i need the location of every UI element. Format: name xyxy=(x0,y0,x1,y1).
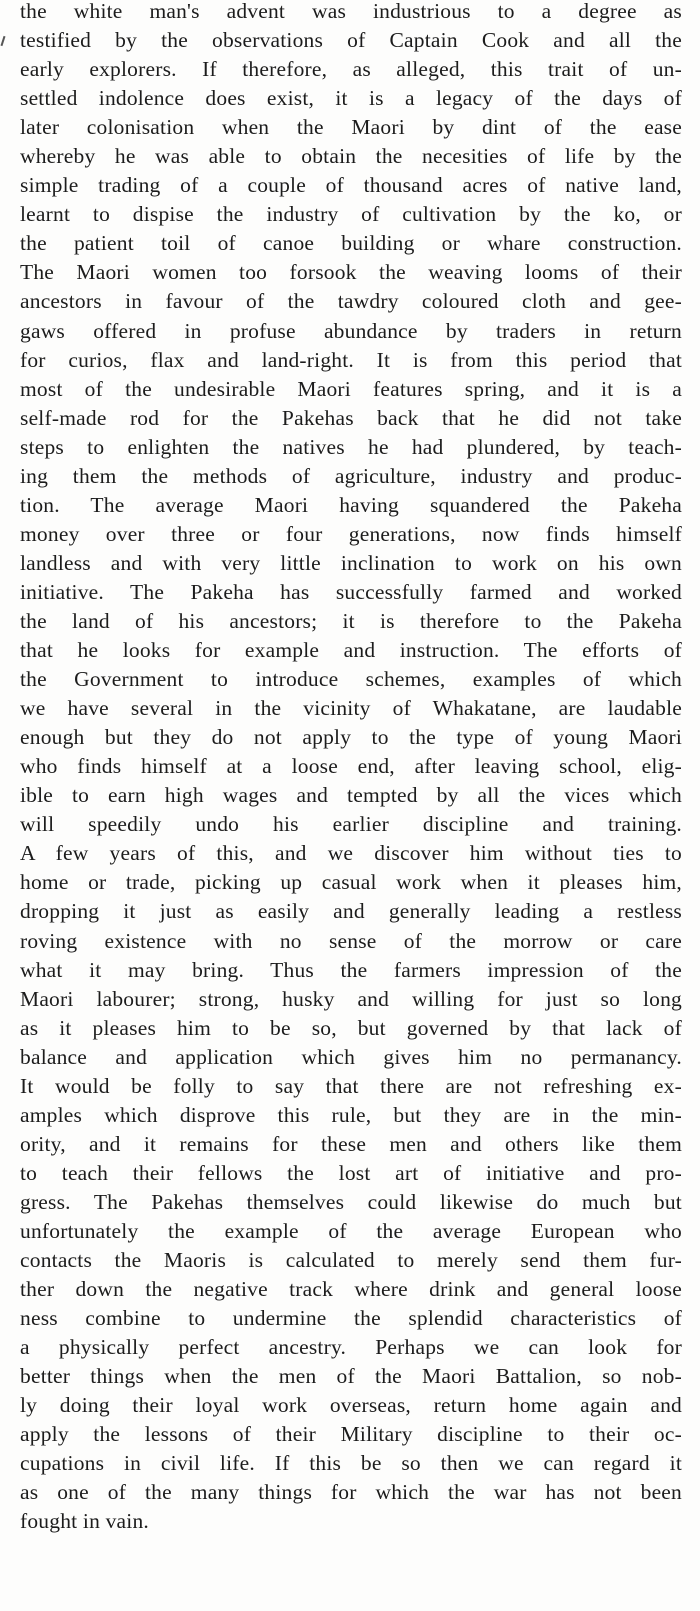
article-line: landless and with very little inclination to work on his own xyxy=(20,550,682,575)
article-line: later colonisation when the Maori by dint of the ease xyxy=(20,115,682,140)
article-line: cupations in civil life. If this be so then we can regard it xyxy=(20,1451,682,1476)
article-line: most of the undesirable Maori features spring, and it is a xyxy=(20,376,682,401)
article-line: gaws offered in profuse abundance by traders in return xyxy=(20,318,682,343)
article-line: home or trade, picking up casual work when it pleases him, xyxy=(20,870,682,895)
article-line: ness combine to undermine the splendid characteristics of xyxy=(20,1306,682,1331)
article-line: It would be folly to say that there are not refreshing ex- xyxy=(20,1073,682,1098)
article-line: what it may bring. Thus the farmers impression of the xyxy=(20,957,682,982)
article-line: unfortunately the example of the average European who xyxy=(20,1218,682,1243)
article-line: initiative. The Pakeha has successfully farmed and worked xyxy=(20,579,682,604)
article-line: a physically perfect ancestry. Perhaps we can look for xyxy=(20,1335,682,1360)
article-line: we have several in the vicinity of Whakatane, are laudable xyxy=(20,696,682,721)
article-line: testified by the observations of Captain Cook and all the xyxy=(20,28,682,53)
article-line: simple trading of a couple of thousand acres of native land, xyxy=(20,173,682,198)
article-line: balance and application which gives him no permanancy. xyxy=(20,1044,682,1069)
article-line: who finds himself at a loose end, after leaving school, elig- xyxy=(20,754,682,779)
article-line: to teach their fellows the lost art of initiative and pro- xyxy=(20,1160,682,1185)
article-line: the patient toil of canoe building or whare construction. xyxy=(20,231,682,256)
article-line: dropping it just as easily and generally leading a restless xyxy=(20,899,682,924)
article-line: apply the lessons of their Military discipline to their oc- xyxy=(20,1422,682,1447)
article-line: early explorers. If therefore, as alleged, this trait of un- xyxy=(20,57,682,82)
article-line: roving existence with no sense of the morrow or care xyxy=(20,928,682,953)
article-line: contacts the Maoris is calculated to merely send them fur- xyxy=(20,1248,682,1273)
article-line: settled indolence does exist, it is a legacy of the days of xyxy=(20,86,682,111)
article-line: self-made rod for the Pakehas back that he did not take xyxy=(20,405,682,430)
article-line: ther down the negative track where drink and general loose xyxy=(20,1277,682,1302)
article-line: that he looks for example and instruction. The efforts of xyxy=(20,638,682,663)
article-line: ancestors in favour of the tawdry coloured cloth and gee- xyxy=(20,289,682,314)
article-line: as it pleases him to be so, but governed by that lack of xyxy=(20,1015,682,1040)
article-line: the white man's advent was industrious to a degree as xyxy=(20,0,682,23)
article-line: the land of his ancestors; it is therefore to the Pakeha xyxy=(20,608,682,633)
article-line: ing them the methods of agriculture, industry and produc- xyxy=(20,463,682,488)
article-line: ible to earn high wages and tempted by all the vices which xyxy=(20,783,682,808)
article-line: for curios, flax and land-right. It is from this period that xyxy=(20,347,682,372)
article-line: fought in vain. xyxy=(20,1509,149,1534)
article-line: the Government to introduce schemes, examples of which xyxy=(20,667,682,692)
article-line: Maori labourer; strong, husky and willing for just so long xyxy=(20,986,682,1011)
article-line: better things when the men of the Maori Battalion, so nob- xyxy=(20,1364,682,1389)
article-line: A few years of this, and we discover him without ties to xyxy=(20,841,682,866)
article-line: enough but they do not apply to the type of young Maori xyxy=(20,725,682,750)
article-line: money over three or four generations, now finds himself xyxy=(20,521,682,546)
article-line: tion. The average Maori having squandered the Pakeha xyxy=(20,492,682,517)
article-line: gress. The Pakehas themselves could likewise do much but xyxy=(20,1189,682,1214)
article-line: as one of the many things for which the war has not been xyxy=(20,1480,682,1505)
article-line: steps to enlighten the natives he had plundered, by teach- xyxy=(20,434,682,459)
article-line: ly doing their loyal work overseas, return home again and xyxy=(20,1393,682,1418)
article-column xyxy=(20,0,682,1536)
article-line: ority, and it remains for these men and others like them xyxy=(20,1131,682,1156)
article-line: whereby he was able to obtain the necesities of life by the xyxy=(20,144,682,169)
margin-mark xyxy=(1,36,6,46)
article-line: learnt to dispise the industry of cultivation by the ko, or xyxy=(20,202,682,227)
article-line: will speedily undo his earlier discipline and training. xyxy=(20,812,682,837)
article-line: The Maori women too forsook the weaving looms of their xyxy=(20,260,682,285)
article-line: amples which disprove this rule, but they are in the min- xyxy=(20,1102,682,1127)
